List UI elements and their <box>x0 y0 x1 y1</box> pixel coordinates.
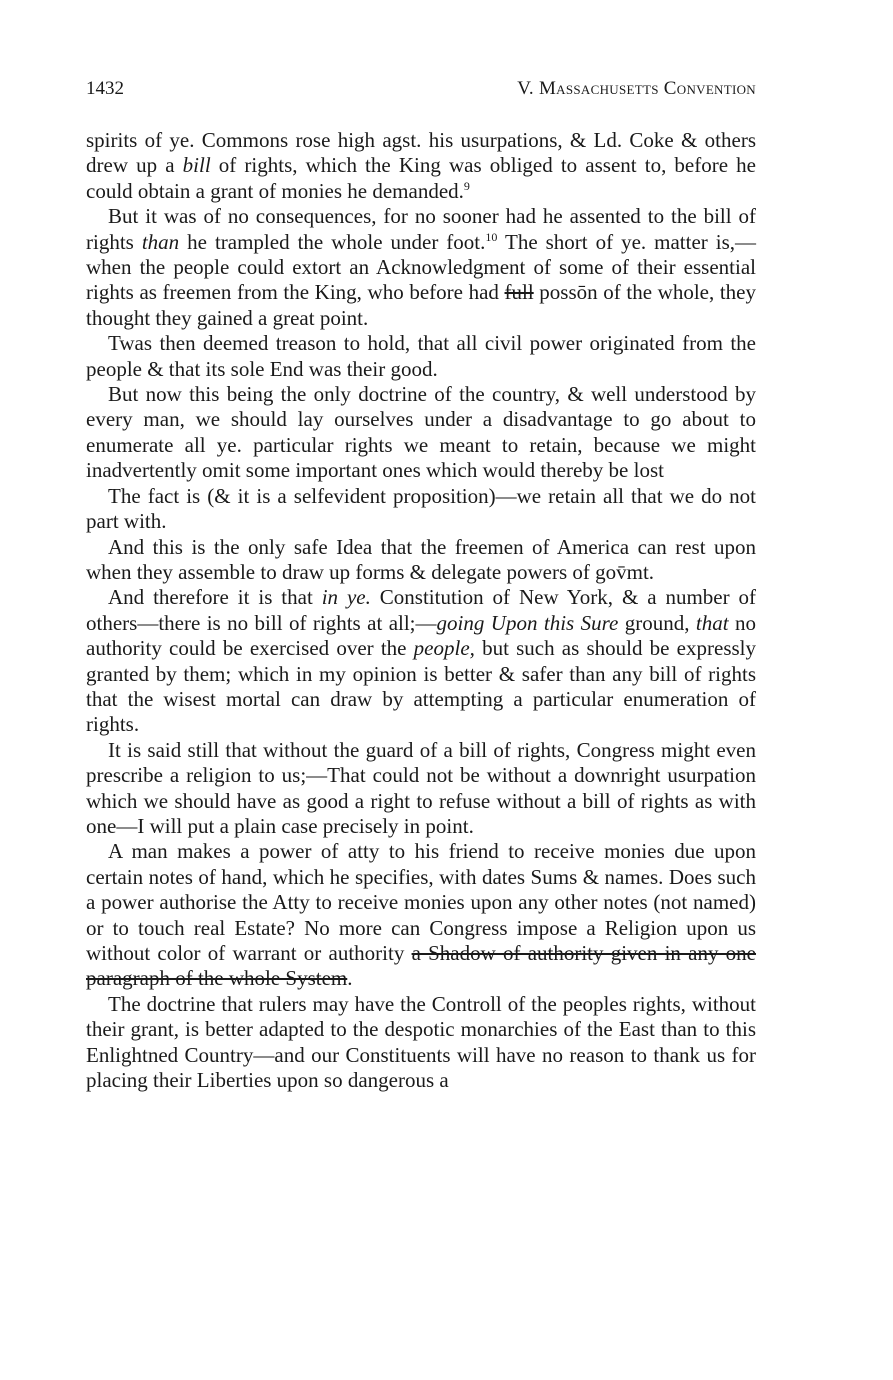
struck-text: a Shadow of authority given in any one paragraph of the whole System <box>86 941 757 991</box>
paragraph-text: but such as should be expressly granted by them; which in my opinion is better & safer than any bill of rights that the wisest mortal can draw by attempting a particular enumeration of rights. <box>86 636 756 737</box>
paragraph-2 <box>86 204 756 331</box>
italic-text: bill <box>182 153 211 178</box>
paragraph-3: Twas then deemed treason to hold, that all civil power originated from the people & that its sole End was their good. <box>86 331 756 381</box>
footnote-marker: 9 <box>463 178 470 193</box>
paragraph-10: The doctrine that rulers may have the Controll of the peoples rights, without their grant, is better adapted to the despotic monarchies of the East than to this Enlightned Country—and our Constituents will have no reason to thank us for placing their Liberties upon so dangerous a <box>86 991 756 1093</box>
paragraph-text: The short of ye. matter is,—when the people could extort an Acknowledgment of some of their essential rights as freemen from the King, who before had <box>86 229 757 305</box>
italic-text: going Upon this Sure <box>436 610 619 635</box>
paragraph-9 <box>86 839 756 991</box>
paragraph-text: possōn of the whole, they thought they gained a great point. <box>86 280 756 330</box>
italic-text: people, <box>413 636 475 661</box>
footnote-marker: 10 <box>485 229 498 244</box>
paragraph-6: And this is the only safe Idea that the freemen of America can rest upon when they assemble to draw up forms & delegate powers of gov̄mt. <box>86 534 756 584</box>
page-header <box>86 78 756 106</box>
paragraph-text: A man makes a power of atty to his friend to receive monies due upon certain notes of hand, which he specifies, with dates Sums & names. Does such a power authorise the Atty to receive monies upon any other notes (not named) or to touch real Estate? No more can Congress impose a Religion upon us without color of warrant or authority <box>86 839 756 965</box>
paragraph-text: no authority could be exercised over the <box>86 610 757 661</box>
page-number: 1432 <box>86 78 124 99</box>
paragraph-text: spirits of ye. Commons rose high agst. his usurpations, & Ld. Coke & others drew up a <box>86 128 756 178</box>
paragraph-text: of rights, which the King was obliged to assent to, before he could obtain a grant of monies he demanded. <box>86 153 757 203</box>
italic-text: in ye. <box>321 585 371 610</box>
paragraph-1 <box>86 128 756 204</box>
running-head: V. Massachusetts Convention <box>517 78 756 99</box>
paragraph-text: Constitution of New York, & a number of others—there is no bill of rights at all;— <box>86 585 757 635</box>
paragraph-4: But now this being the only doctrine of the country, & well understood by every man, we should lay ourselves under a disadvantage to go about to enumerate all ye. particular rights we meant to retain, because we might inadvertently omit some important ones which would thereby be lost <box>86 382 756 483</box>
paragraph-5: The fact is (& it is a selfevident proposition)—we retain all that we do not part with. <box>86 483 756 534</box>
paragraph-7 <box>86 585 756 737</box>
italic-text: than <box>141 229 180 254</box>
struck-text: full <box>504 280 534 305</box>
paragraph-text: And therefore it is that <box>108 585 322 610</box>
paragraph-text: But it was of no consequences, for no sooner had he assented to the bill of rights <box>86 204 756 254</box>
paragraph-text: . <box>347 966 353 991</box>
paragraph-text: he trampled the whole under foot. <box>179 229 486 254</box>
paragraph-8: It is said still that without the guard of a bill of rights, Congress might even prescribe a religion to us;—That could not be without a downright usurpation which we should have as good a right to refuse without a bill of rights as with one—I will put a plain case precisely in point. <box>86 737 756 838</box>
italic-text: that <box>695 610 729 635</box>
paragraph-text: ground, <box>618 610 696 635</box>
body-text <box>86 128 756 1093</box>
